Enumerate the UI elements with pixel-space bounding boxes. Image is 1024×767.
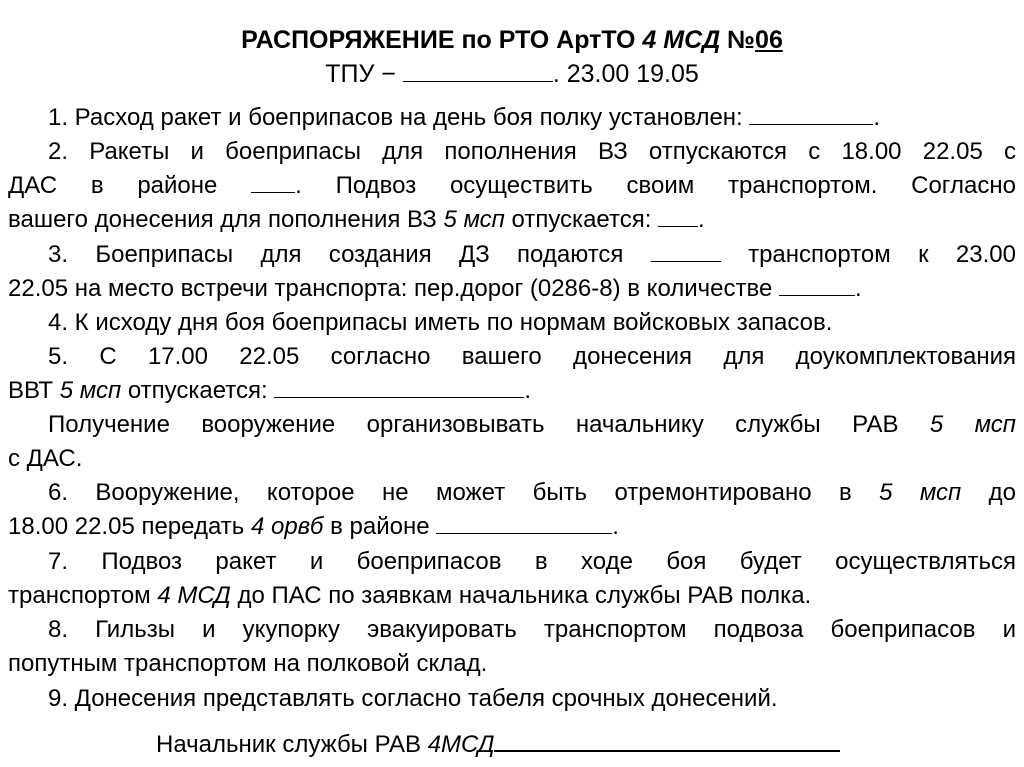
item-8-line-1: 8. Гильзы и укупорку эвакуировать транспортом подвоза боеприпасов и [48, 616, 1016, 643]
item-3-end: . [855, 275, 862, 302]
signature-unit: 4МСД [427, 731, 495, 758]
item-2-text-b: . Подвоз осуществить своим транспортом. Согласно [295, 172, 1016, 199]
item-6-unit-2: 4 орвб [250, 513, 324, 540]
item-3-line-2 [8, 273, 1016, 305]
title-number: 06 [755, 26, 783, 54]
item-6-line-2 [8, 511, 1016, 543]
item-2-line-1: 2. Ракеты и боеприпасы для пополнения ВЗ отпускаются с 18.00 22.05 с [48, 138, 1016, 165]
item-5-text-b: отпускается: [121, 377, 275, 404]
item-3-blank-amount [779, 273, 855, 296]
item-5-unit-2: 5 мсп [929, 411, 1016, 438]
item-5-line-3 [8, 409, 1016, 441]
item-7-text-b: до ПАС по заявкам начальника службы РАВ полка. [230, 582, 812, 609]
item-7-line-1: 7. Подвоз ракет и боеприпасов в ходе боя будет осуществляться [48, 548, 1016, 575]
item-6-text-b: до [961, 479, 1017, 506]
item-5-unit: 5 мсп [59, 377, 122, 404]
item-2-text-c: вашего донесения для пополнения ВЗ [8, 206, 444, 233]
item-6-text-d: в районе [323, 513, 437, 540]
item-3-blank-transport [651, 239, 721, 262]
item-2-text-d: отпускается: [504, 206, 659, 233]
item-6-unit: 5 мсп [879, 479, 962, 506]
item-5-line-4: с ДАС. [8, 445, 83, 472]
signature-label: Начальник службы РАВ [156, 731, 428, 758]
item-2-line-3 [8, 204, 1016, 236]
document-place-line [0, 58, 1024, 90]
item-3-line-1 [8, 239, 1016, 271]
item-3-text-c: 22.05 на место встречи транспорта: пер.дорог (0286-8) в количестве [8, 275, 780, 302]
item-3-text-b: транспортом к 23.00 [720, 241, 1016, 268]
item-9: 9. Донесения представлять согласно табеля срочных донесений. [48, 685, 778, 712]
item-2-unit: 5 мсп [443, 206, 505, 233]
signature-blank [494, 726, 840, 752]
item-7-unit: 4 МСД [157, 582, 231, 609]
item-7-line-2 [8, 580, 1016, 612]
item-1-text: 1. Расход ракет и боеприпасов на день боя полку установлен: [48, 104, 750, 131]
item-2-blank-area [251, 170, 295, 193]
item-4: 4. К исходу дня боя боеприпасы иметь по нормам войсковых запасов. [48, 309, 833, 336]
item-6-blank [436, 511, 612, 534]
item-5-end: . [524, 377, 532, 404]
item-6-end: . [612, 513, 619, 540]
item-8-line-2: попутным транспортом на полковой склад. [8, 650, 488, 677]
place-suffix: . 23.00 19.05 [552, 60, 699, 88]
title-unit: 4 МСД [642, 26, 721, 54]
signature-line [156, 726, 1016, 761]
item-2-line-2 [8, 170, 1016, 202]
title-number-label: № [720, 26, 756, 54]
item-6-text-c: 18.00 22.05 передать [8, 513, 251, 540]
place-prefix: ТПУ − [325, 60, 403, 88]
item-1-end: . [873, 104, 881, 131]
item-7-text-a: транспортом [8, 582, 158, 609]
item-5-text-c: Получение вооружение организовывать начальнику службы РАВ [48, 411, 930, 438]
item-6-text-a: 6. Вооружение, которое не может быть отремонтировано в [48, 479, 880, 506]
item-2-end: . [698, 206, 705, 233]
item-5-text-a: ВВТ [8, 377, 60, 404]
place-blank [403, 59, 553, 82]
document-title [0, 24, 1024, 56]
item-6-line-1 [8, 477, 1016, 509]
item-1-blank [749, 102, 873, 125]
item-2-blank-amount [658, 204, 698, 227]
title-prefix: РАСПОРЯЖЕНИЕ по РТО АртТО [241, 26, 643, 54]
item-5-line-1: 5. С 17.00 22.05 согласно вашего донесения для доукомплектования [48, 343, 1016, 370]
item-5-line-2 [8, 375, 1016, 407]
item-5-blank [274, 375, 524, 398]
item-2-text-a: ДАС в районе [8, 172, 252, 199]
item-1 [8, 102, 1016, 134]
item-3-text-a: 3. Боеприпасы для создания ДЗ подаются [48, 241, 651, 268]
